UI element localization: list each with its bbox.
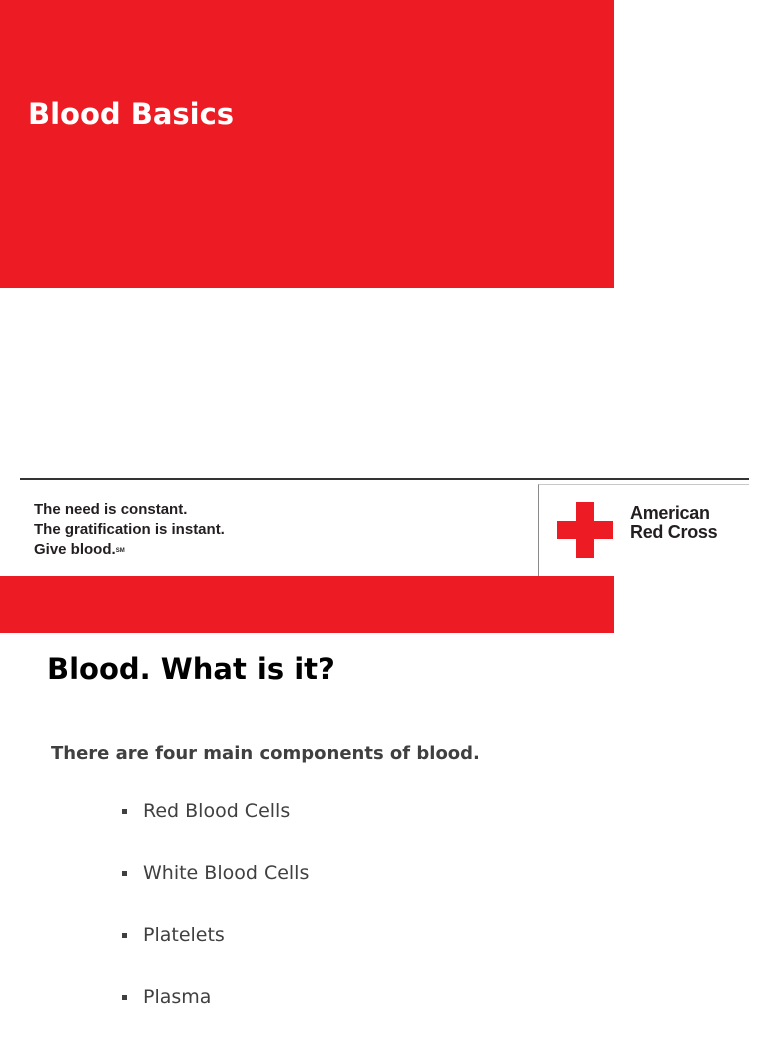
intro-text: There are four main components of blood.: [51, 743, 480, 764]
square-bullet-icon: [122, 809, 127, 814]
red-cross-logo: [538, 484, 749, 577]
title-slide-banner: [0, 0, 614, 288]
list-item-label: White Blood Cells: [143, 862, 310, 884]
slide-title: Blood Basics: [28, 97, 235, 131]
footer-divider: [20, 478, 749, 480]
list-item: [122, 798, 309, 860]
list-item: [122, 860, 309, 922]
square-bullet-icon: [122, 995, 127, 1000]
list-item-label: Plasma: [143, 986, 212, 1008]
logo-word-2: Red Cross: [630, 522, 718, 542]
red-cross-icon: [557, 502, 613, 558]
content-slide-heading: Blood. What is it?: [47, 652, 335, 686]
tagline-line-3: [34, 540, 225, 560]
service-mark: SM: [115, 548, 125, 554]
list-item-label: Platelets: [143, 924, 225, 946]
logo-word-1: American: [630, 503, 710, 523]
list-item: [122, 922, 309, 984]
square-bullet-icon: [122, 933, 127, 938]
list-item: [122, 984, 309, 1046]
tagline-line-2: The gratification is instant.: [34, 521, 225, 538]
tagline-line-3-text: Give blood.: [34, 541, 116, 558]
slide-header-band: [0, 576, 614, 633]
square-bullet-icon: [122, 871, 127, 876]
components-list: [122, 798, 309, 1046]
tagline-line-1: The need is constant.: [34, 501, 188, 518]
logo-wordmark: [630, 504, 717, 542]
tagline: [34, 500, 225, 560]
list-item-label: Red Blood Cells: [143, 800, 291, 822]
